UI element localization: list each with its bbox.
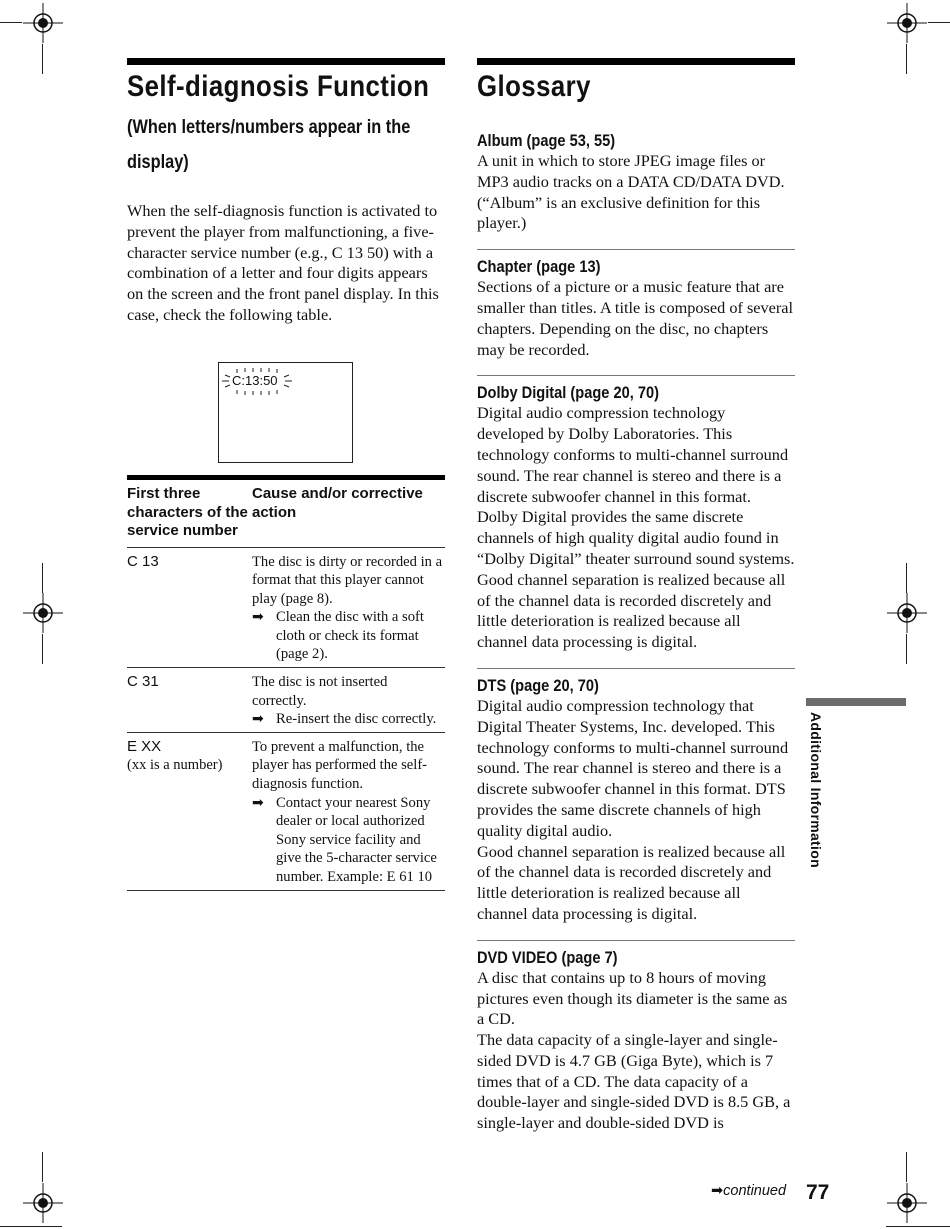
service-code-note: (xx is a number)	[127, 756, 223, 773]
registration-mark-top-left	[23, 3, 63, 43]
crop-line	[906, 634, 907, 664]
cause-text: The disc is not inserted correctly.	[252, 674, 388, 709]
crop-line	[906, 563, 907, 593]
service-code: E XX	[127, 737, 162, 755]
glossary-term: DTS (page 20, 70)	[477, 675, 599, 695]
arrow-right-icon: ➡	[711, 1183, 724, 1199]
glossary-definition: Digital audio compression technology that Digital Theater Systems, Inc. developed. This technology conforms to multi-channel surround sound. The rear channel is stereo and there is a discrete subwoofer channel in this format. DTS provides the same discrete channels of high quality digital audio. Good channel separation is realized because all of the channel data is recorded discretely and little deterioration is realized because all channel data processing is digital.	[477, 695, 789, 923]
registration-mark-top-right	[887, 3, 927, 43]
table-header	[127, 480, 445, 548]
crop-line	[42, 44, 43, 74]
section-subtitle: (When letters/numbers appear in the display)	[127, 117, 411, 173]
glossary-term: Chapter (page 13)	[477, 257, 601, 277]
glossary-title: Glossary	[477, 70, 591, 103]
action-text: Re-insert the disc correctly.	[276, 711, 437, 728]
crop-line	[0, 22, 22, 23]
crop-line	[42, 1152, 43, 1182]
registration-mark-mid-right	[887, 593, 927, 633]
service-code-cell	[127, 673, 252, 729]
action-item	[252, 710, 445, 729]
section-rule	[127, 58, 445, 65]
intro-paragraph: When the self-diagnosis function is activated to prevent the player from malfunctioning, a five-character service number (e.g., C 13 50) with a combination of a letter and four digits appears on the screen and the front panel display. In this case, check the following table.	[127, 201, 439, 324]
cause-text: The disc is dirty or recorded in a format that this player cannot play (page 8).	[252, 553, 443, 607]
crop-line	[928, 22, 950, 23]
glossary-entry	[477, 940, 795, 1134]
service-code-cell	[127, 553, 252, 665]
glossary-entry	[477, 375, 795, 653]
display-code: C:13:50	[232, 373, 278, 388]
table-row	[127, 548, 445, 669]
glossary-term: Dolby Digital (page 20, 70)	[477, 383, 659, 403]
side-tab-label: Additional Information	[808, 712, 824, 868]
cause-cell	[252, 553, 445, 665]
registration-mark-bottom-left	[23, 1183, 63, 1223]
action-text: Contact your nearest Sony dealer or local authorized Sony service facility and give the 5-character service number. Example: E 61 10	[276, 794, 437, 885]
service-code-cell	[127, 738, 252, 887]
section-title: Self-diagnosis Function	[127, 70, 430, 103]
crop-line	[42, 634, 43, 664]
glossary-definition: Digital audio compression technology developed by Dolby Laboratories. This technology conforms to multi-channel surround sound. The rear channel is stereo and there is a discrete subwoofer channel in this format. Dolby Digital provides the same discrete channels of high quality digital audio found in “Dolby Digital” theater surround sound systems. Good channel separation is realized because all of the channel data is recorded discretely and little deterioration is realized because all channel data processing is digital.	[477, 403, 795, 652]
glossary-definition: Sections of a picture or a music feature that are smaller than titles. A title is composed of several chapters. Depending on the disc, no chapters may be recorded.	[477, 277, 794, 359]
crop-line	[0, 1226, 62, 1227]
arrow-right-icon: ➡	[252, 609, 264, 626]
glossary-definition: A disc that contains up to 8 hours of moving pictures even though its diameter is the same as a CD. The data capacity of a single-layer and single-sided DVD is 4.7 GB (Giga Byte), which is 7 times that of a CD. The data capacity of a double-layer and single-sided DVD is 8.5 GB, a single-layer and double-sided DVD is	[477, 967, 791, 1133]
action-text: Clean the disc with a soft cloth or check its format (page 2).	[276, 609, 424, 663]
continued-label	[711, 1183, 786, 1199]
column-header: First three characters of the service number	[127, 485, 248, 539]
column-header: Cause and/or corrective action	[252, 485, 423, 521]
glossary-entry	[477, 668, 795, 925]
page-number: 77	[806, 1181, 830, 1204]
action-item	[252, 608, 445, 664]
side-tab-bar	[806, 698, 906, 706]
crop-line	[906, 1152, 907, 1182]
service-number-table	[127, 475, 445, 891]
cause-text: To prevent a malfunction, the player has performed the self-diagnosis function.	[252, 738, 428, 793]
service-code: C 31	[127, 673, 159, 691]
registration-mark-mid-left	[23, 593, 63, 633]
registration-mark-bottom-right	[887, 1183, 927, 1223]
crop-line	[42, 563, 43, 593]
section-rule	[477, 58, 795, 65]
display-illustration	[218, 362, 353, 463]
cause-cell	[252, 673, 445, 729]
table-row	[127, 668, 445, 733]
table-row	[127, 733, 445, 891]
arrow-right-icon: ➡	[252, 794, 264, 811]
glossary-list	[477, 130, 795, 1134]
continued-text: continued	[723, 1183, 787, 1199]
cause-cell	[252, 738, 445, 887]
glossary-definition: A unit in which to store JPEG image files or MP3 audio tracks on a DATA CD/DATA DVD. (“Album” is an exclusive definition for this player.)	[477, 151, 785, 233]
glossary-entry	[477, 130, 795, 234]
arrow-right-icon: ➡	[252, 711, 264, 728]
crop-line	[886, 1226, 950, 1227]
action-item	[252, 794, 445, 887]
glossary-entry	[477, 249, 795, 360]
service-code: C 13	[127, 552, 159, 570]
glossary-term: DVD VIDEO (page 7)	[477, 947, 618, 967]
crop-line	[906, 44, 907, 74]
glossary-term: Album (page 53, 55)	[477, 131, 616, 150]
